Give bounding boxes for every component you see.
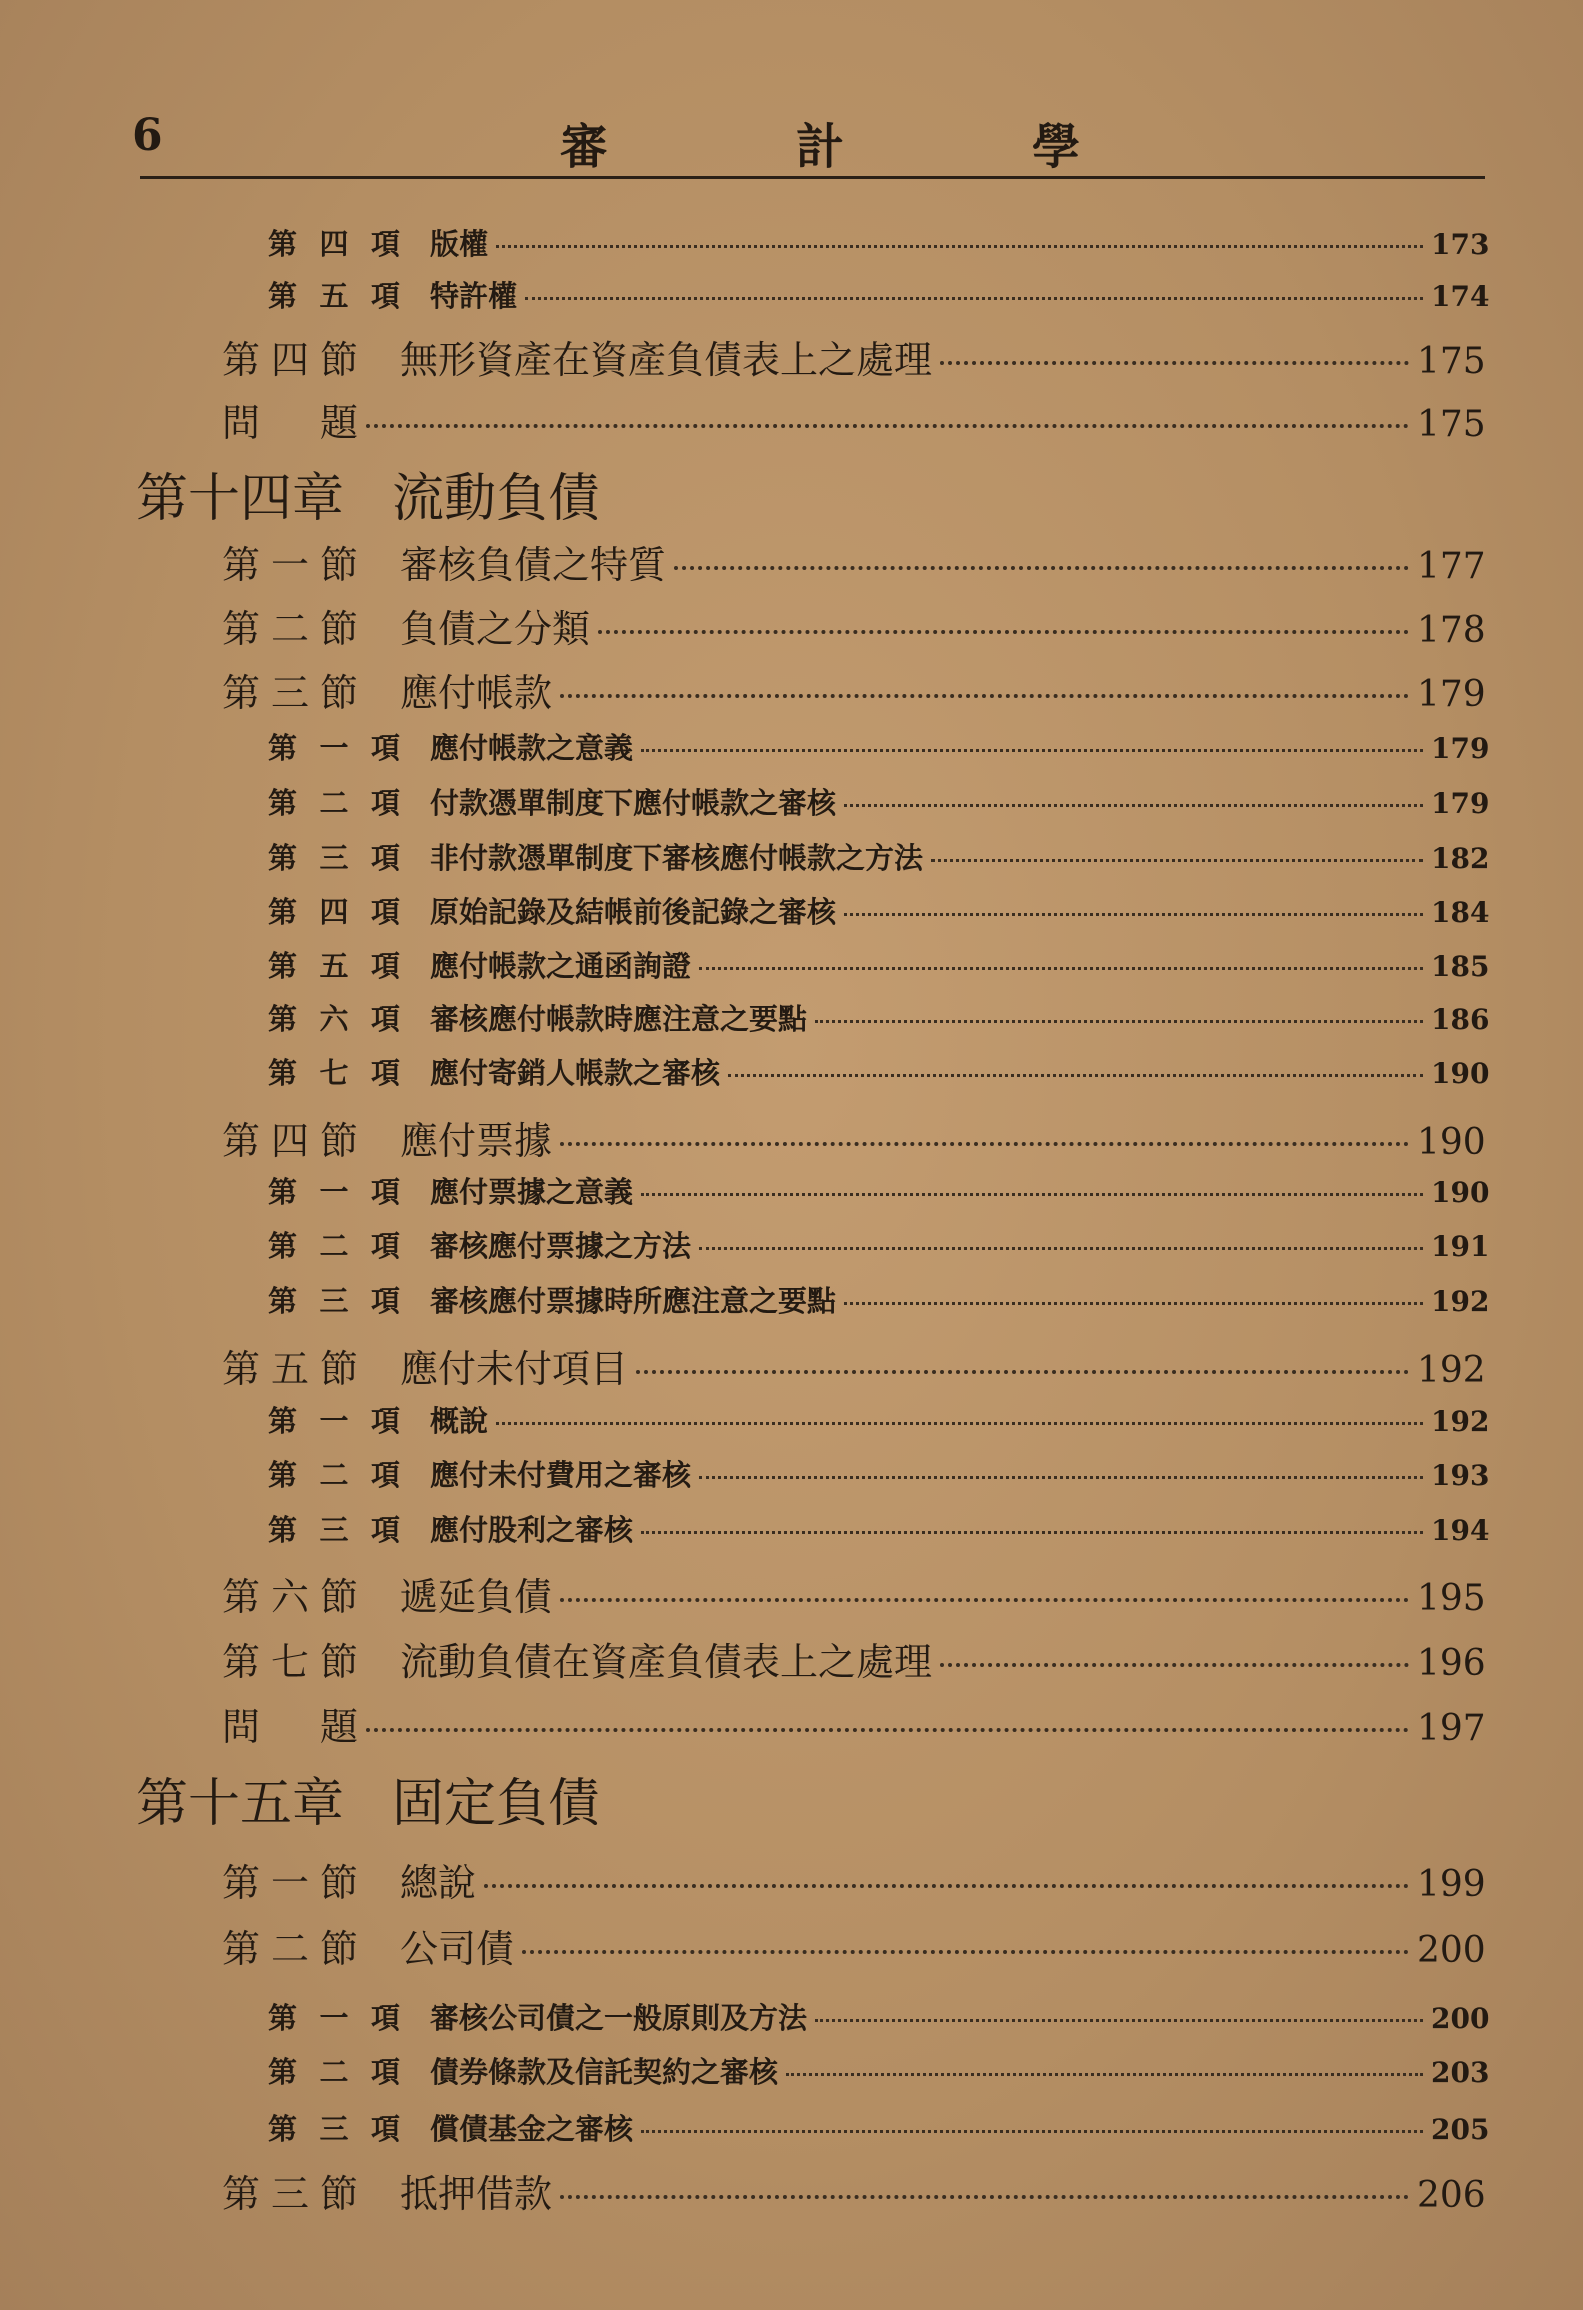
toc-item-entry	[268, 1224, 1490, 1265]
toc-entry-label: 第二項	[268, 1458, 400, 1492]
toc-entry-label: 第一項	[268, 731, 400, 765]
running-title-char: 計	[795, 119, 844, 175]
dot-leader	[786, 2073, 1423, 2076]
toc-page-number: 192	[1431, 1285, 1490, 1318]
dot-leader	[560, 2195, 1409, 2199]
toc-entry-label: 第七項	[268, 1056, 400, 1090]
toc-item-entry	[268, 274, 1490, 315]
toc-entry-label: 第五項	[268, 279, 400, 313]
toc-section-entry	[222, 598, 1486, 653]
toc-entry-label: 第七節	[222, 1640, 358, 1684]
toc-entry-title: 付款憑單制度下應付帳款之審核	[430, 786, 837, 820]
toc-entry-label: 第二項	[268, 1229, 400, 1263]
toc-page-number: 177	[1417, 546, 1486, 587]
toc-entry-title: 公司債	[400, 1927, 515, 1971]
toc-page-number: 195	[1417, 1578, 1486, 1619]
dot-leader	[560, 1142, 1409, 1146]
toc-item-entry	[268, 1170, 1490, 1211]
toc-entry-label: 第二項	[268, 2055, 400, 2089]
toc-entry-title: 原始記錄及結帳前後記錄之審核	[430, 895, 837, 929]
dot-leader	[931, 859, 1423, 862]
toc-section-entry	[222, 1110, 1486, 1165]
toc-entry-title: 特許權	[430, 279, 518, 313]
toc-page-number: 194	[1431, 1514, 1490, 1547]
toc-entry-title: 版權	[430, 227, 489, 261]
toc-entry-label: 第四項	[268, 227, 400, 261]
toc-entry-label: 第一節	[222, 1861, 358, 1905]
toc-item-entry	[268, 944, 1490, 985]
toc-page-number: 178	[1417, 610, 1486, 651]
toc-page-number: 179	[1417, 674, 1486, 715]
toc-entry-title: 應付股利之審核	[430, 1513, 634, 1547]
toc-chapter-heading	[136, 1761, 600, 1836]
toc-chapter-heading	[136, 456, 600, 531]
toc-entry-title: 應付寄銷人帳款之審核	[430, 1056, 721, 1090]
dot-leader	[699, 1476, 1423, 1479]
dot-leader	[641, 1531, 1423, 1534]
dot-leader	[636, 1370, 1409, 1374]
toc-entry-label: 第三項	[268, 2112, 400, 2146]
toc-entry-title: 無形資產在資產負債表上之處理	[400, 338, 933, 382]
toc-section-entry	[222, 1852, 1486, 1907]
dot-leader	[844, 804, 1423, 807]
toc-entry-label: 第四節	[222, 1119, 358, 1163]
toc-page-number: 200	[1417, 1930, 1486, 1971]
dot-leader	[641, 2130, 1423, 2133]
toc-entry-title: 審核應付票據時所應注意之要點	[430, 1284, 837, 1318]
toc-page-number: 199	[1417, 1864, 1486, 1905]
toc-page-number: 190	[1417, 1122, 1486, 1163]
toc-entry-title: 應付未付項目	[400, 1347, 629, 1391]
toc-entry-title: 應付帳款	[400, 671, 553, 715]
toc-entry-title: 負債之分類	[400, 607, 591, 651]
dot-leader	[699, 967, 1423, 970]
dot-leader	[366, 1728, 1409, 1732]
dot-leader	[815, 1020, 1423, 1023]
toc-item-entry	[268, 2107, 1490, 2148]
toc-entry-label: 第五項	[268, 949, 400, 983]
toc-section-entry	[222, 2163, 1486, 2218]
dot-leader	[844, 913, 1423, 916]
toc-page-number: 185	[1431, 950, 1490, 983]
toc-item-entry	[268, 1279, 1490, 1320]
toc-entry-title: 應付票據之意義	[430, 1175, 634, 1209]
toc-item-entry	[268, 997, 1490, 1038]
dot-leader	[525, 297, 1423, 300]
toc-page-number: 205	[1431, 2113, 1490, 2146]
toc-entry-label: 第一項	[268, 2001, 400, 2035]
dot-leader	[496, 1422, 1423, 1425]
toc-section-entry	[222, 1631, 1486, 1686]
toc-entry-title: 應付未付費用之審核	[430, 1458, 692, 1492]
toc-entry-title: 審核應付帳款時應注意之要點	[430, 1002, 808, 1036]
toc-entry-label: 第六項	[268, 1002, 400, 1036]
toc-page-number: 192	[1417, 1350, 1486, 1391]
toc-entry-label: 第十四章	[136, 469, 345, 529]
toc-item-entry	[268, 1051, 1490, 1092]
dot-leader	[560, 1598, 1409, 1602]
toc-item-entry	[268, 1508, 1490, 1549]
toc-page-number: 190	[1431, 1057, 1490, 1090]
toc-page-number: 175	[1417, 404, 1486, 445]
toc-page-number: 182	[1431, 842, 1490, 875]
toc-item-entry	[268, 1996, 1490, 2037]
toc-entry-label: 第一項	[268, 1404, 400, 1438]
toc-entry-title: 審核應付票據之方法	[430, 1229, 692, 1263]
toc-section-entry	[222, 534, 1486, 589]
toc-page-number: 196	[1417, 1643, 1486, 1684]
toc-section-entry	[222, 392, 1486, 447]
dot-leader	[815, 2019, 1423, 2022]
toc-section-entry	[222, 1918, 1486, 1973]
toc-entry-title: 應付帳款之通函詢證	[430, 949, 692, 983]
toc-entry-label: 第六節	[222, 1575, 358, 1619]
toc-entry-title: 審核負債之特質	[400, 543, 667, 587]
toc-page-number: 193	[1431, 1459, 1490, 1492]
running-title-char: 審	[560, 119, 609, 175]
toc-item-entry	[268, 781, 1490, 822]
toc-entry-label: 問 題	[222, 1705, 358, 1749]
toc-page-number: 186	[1431, 1003, 1490, 1036]
toc-section-entry	[222, 1566, 1486, 1621]
toc-entry-title: 遞延負債	[400, 1575, 553, 1619]
toc-entry-label: 第二項	[268, 786, 400, 820]
toc-entry-label: 問 題	[222, 401, 358, 445]
dot-leader	[641, 1193, 1423, 1196]
toc-page-number: 192	[1431, 1405, 1490, 1438]
toc-page-number: 174	[1431, 280, 1490, 313]
toc-entry-label: 第三項	[268, 1513, 400, 1547]
toc-entry-label: 第十五章	[136, 1774, 345, 1834]
toc-item-entry	[268, 222, 1490, 263]
dot-leader	[940, 361, 1409, 365]
toc-page-number: 197	[1417, 1708, 1486, 1749]
toc-entry-title: 審核公司債之一般原則及方法	[430, 2001, 808, 2035]
toc-entry-label: 第二節	[222, 1927, 358, 1971]
toc-page-number: 179	[1431, 732, 1490, 765]
toc-page-number: 206	[1417, 2175, 1486, 2216]
toc-item-entry	[268, 836, 1490, 877]
toc-entry-label: 第四節	[222, 338, 358, 382]
toc-entry-title: 應付帳款之意義	[430, 731, 634, 765]
toc-entry-label: 第一節	[222, 543, 358, 587]
toc-entry-label: 第三項	[268, 841, 400, 875]
toc-item-entry	[268, 2050, 1490, 2091]
toc-page-number: 200	[1431, 2002, 1490, 2035]
toc-section-entry	[222, 329, 1486, 384]
toc-entry-title: 債券條款及信託契約之審核	[430, 2055, 779, 2089]
page-number: 6	[132, 110, 163, 161]
toc-item-entry	[268, 1399, 1490, 1440]
dot-leader	[641, 749, 1423, 752]
dot-leader	[484, 1884, 1409, 1888]
toc-entry-label: 第四項	[268, 895, 400, 929]
toc-entry-title: 非付款憑單制度下審核應付帳款之方法	[430, 841, 924, 875]
toc-page-number: 179	[1431, 787, 1490, 820]
dot-leader	[728, 1074, 1423, 1077]
toc-entry-title: 總說	[400, 1861, 477, 1905]
toc-page-number: 191	[1431, 1230, 1490, 1263]
dot-leader	[522, 1950, 1409, 1954]
dot-leader	[699, 1247, 1423, 1250]
toc-entry-title: 抵押借款	[400, 2172, 553, 2216]
dot-leader	[366, 424, 1409, 428]
toc-section-entry	[222, 662, 1486, 717]
toc-section-entry	[222, 1338, 1486, 1393]
toc-entry-label: 第三項	[268, 1284, 400, 1318]
toc-entry-title: 概說	[430, 1404, 489, 1438]
toc-entry-label: 第三節	[222, 2172, 358, 2216]
toc-item-entry	[268, 890, 1490, 931]
toc-item-entry	[268, 1453, 1490, 1494]
dot-leader	[674, 566, 1409, 570]
toc-page-number: 190	[1431, 1176, 1490, 1209]
toc-page-number: 203	[1431, 2056, 1490, 2089]
toc-page-number: 175	[1417, 341, 1486, 382]
toc-entry-label: 第一項	[268, 1175, 400, 1209]
toc-entry-title: 流動負債	[392, 469, 601, 529]
toc-entry-title: 應付票據	[400, 1119, 553, 1163]
dot-leader	[940, 1663, 1409, 1667]
toc-entry-title: 流動負債在資產負債表上之處理	[400, 1640, 933, 1684]
dot-leader	[496, 245, 1423, 248]
toc-page-number: 173	[1431, 228, 1490, 261]
dot-leader	[560, 694, 1409, 698]
toc-section-entry	[222, 1696, 1486, 1751]
toc-entry-label: 第三節	[222, 671, 358, 715]
toc-item-entry	[268, 726, 1490, 767]
toc-page-number: 184	[1431, 896, 1490, 929]
toc-entry-label: 第五節	[222, 1347, 358, 1391]
dot-leader	[844, 1302, 1423, 1305]
toc-entry-label: 第二節	[222, 607, 358, 651]
dot-leader	[598, 630, 1409, 634]
toc-entry-title: 固定負債	[392, 1774, 601, 1834]
running-title-char: 學	[1031, 119, 1080, 175]
toc-entry-title: 償債基金之審核	[430, 2112, 634, 2146]
